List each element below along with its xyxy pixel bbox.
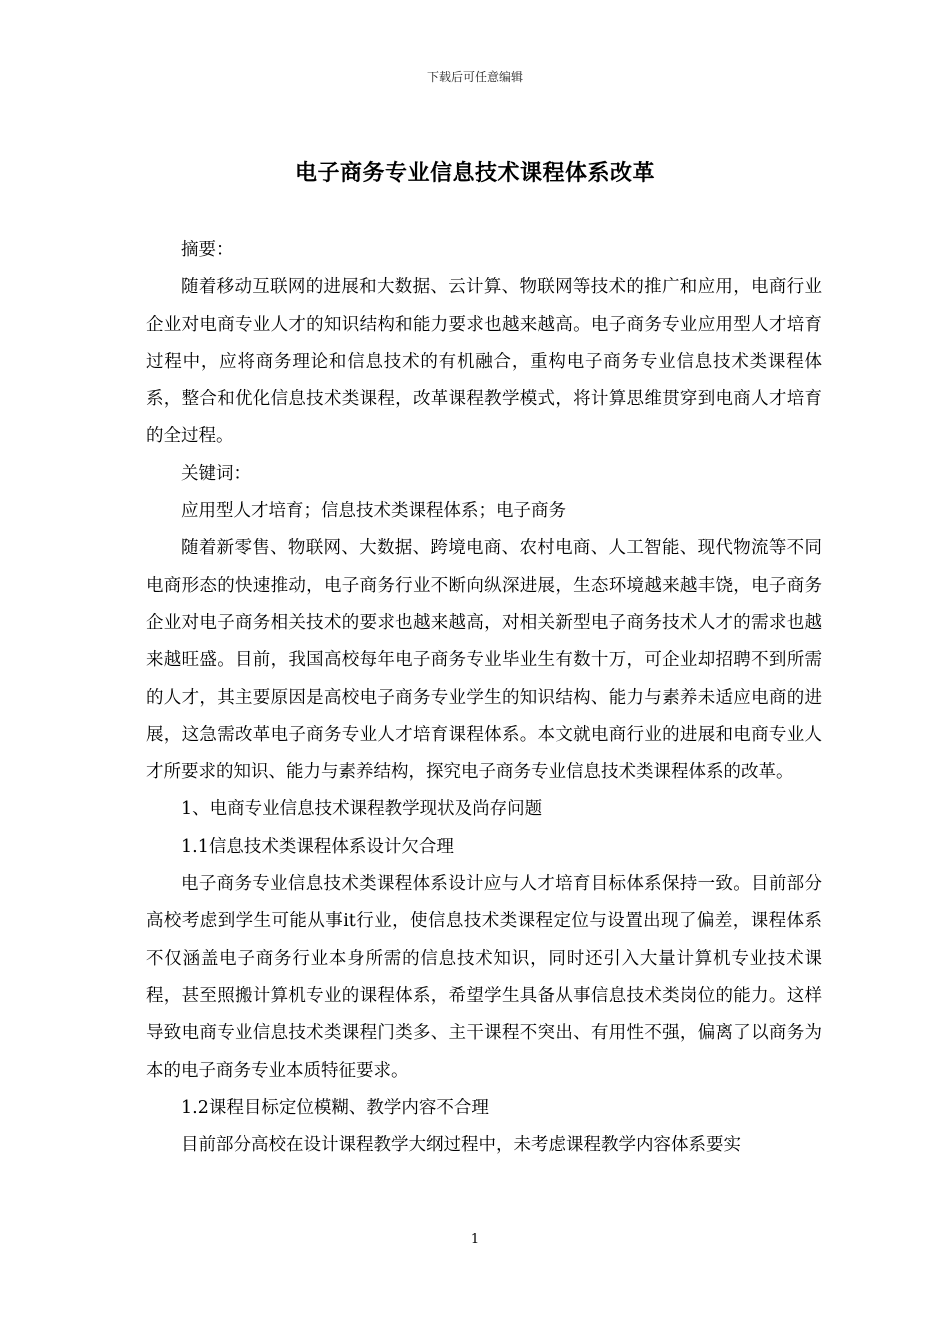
page-number: 1: [470, 1232, 480, 1247]
document-body: [146, 232, 822, 1164]
document-title: 电子商务专业信息技术课程体系改革: [294, 160, 655, 186]
intro-paragraph: 随着新零售、物联网、大数据、跨境电商、农村电商、人工智能、现代物流等不同电商形态的快速推动，电子商务行业不断向纵深进展，生态环境越来越丰饶，电子商务企业对电子商务相关技术的要求也越来越高，对相关新型电子商务技术人才的需求也越来越旺盛。目前，我国高校每年电子商务专业毕业生有数十万，可企业却招聘不到所需的人才，其主要原因是高校电子商务专业学生的知识结构、能力与素养未适应电商的进展，这急需改革电子商务专业人才培育课程体系。本文就电商行业的进展和电商专业人才所要求的知识、能力与素养结构，探究电子商务专业信息技术类课程体系的改革。: [146, 538, 822, 783]
abstract-heading: 摘要：: [181, 240, 234, 260]
header-note: 下载后可任意编辑: [426, 70, 523, 84]
subsection-1-2-paragraph: 目前部分高校在设计课程教学大纲过程中，未考虑课程教学内容体系要实: [181, 1135, 741, 1156]
subsection-heading-1-1: 1.1信息技术类课程体系设计欠合理: [181, 836, 454, 857]
section-heading-1: 1、电商专业信息技术课程教学现状及尚存问题: [181, 799, 543, 820]
subsection-1-1-paragraph: 电子商务专业信息技术类课程体系设计应与人才培育目标体系保持一致。目前部分高校考虑到学生可能从事it行业，使信息技术类课程定位与设置出现了偏差，课程体系不仅涵盖电子商务行业本身所需的信息技术知识，同时还引入大量计算机专业技术课程，甚至照搬计算机专业的课程体系，希望学生具备从事信息技术类岗位的能力。这样导致电商专业信息技术类课程门类多、主干课程不突出、有用性不强，偏离了以商务为本的电子商务专业本质特征要求。: [146, 874, 822, 1081]
keywords-heading: 关键词：: [181, 463, 251, 484]
subsection-heading-1-2: 1.2课程目标定位模糊、教学内容不合理: [181, 1097, 489, 1118]
keywords-list: 应用型人才培育；信息技术类课程体系；电子商务: [181, 501, 566, 522]
abstract-paragraph: 随着移动互联网的进展和大数据、云计算、物联网等技术的推广和应用，电商行业企业对电商专业人才的知识结构和能力要求也越来越高。电子商务专业应用型人才培育过程中，应将商务理论和信息技术的有机融合，重构电子商务专业信息技术类课程体系，整合和优化信息技术类课程，改革课程教学模式，将计算思维贯穿到电商人才培育的全过程。: [146, 277, 822, 447]
